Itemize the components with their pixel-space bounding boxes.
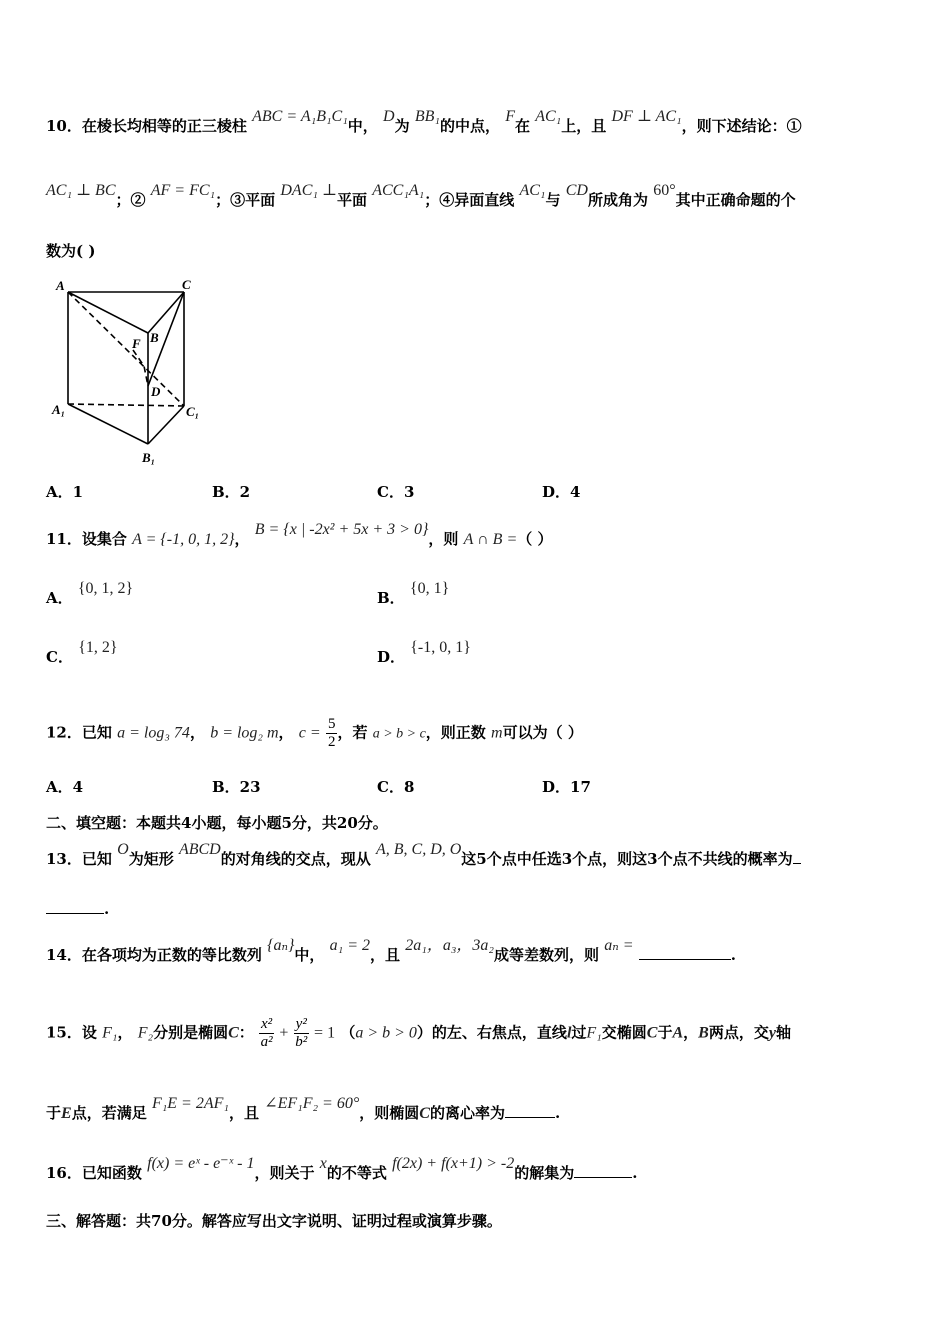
- q10-option-a[interactable]: A．1: [46, 483, 84, 501]
- edge-AB: [68, 292, 148, 333]
- q16-number: 16．: [46, 1164, 82, 1182]
- q15-line2: 于E点，若满足 F₁E = 2AF₁，且 ∠EF₁F₂ = 60°，则椭圆C的离心率为 .: [46, 1095, 561, 1122]
- label-C: C: [182, 278, 191, 292]
- q10-option-c[interactable]: C．3: [377, 483, 415, 501]
- q10-line2: AC₁ ⊥ BC；② AF = FC₁；③平面 DAC₁ ⊥平面 ACC₁A₁；④异面直线 AC₁与 CD所成角为 60°其中正确命题的个: [46, 182, 796, 209]
- q14-stem: 14．在各项均为正数的等比数列 {aₙ}中， a₁ = 2，且 2a₁，a₃，3a₂成等差数列，则 aₙ = .: [46, 937, 736, 964]
- section-2-heading: 二、填空题：本题共4小题，每小题5分，共20分。: [46, 814, 388, 832]
- label-D: D: [151, 384, 161, 399]
- q11-number: 11．: [46, 530, 82, 548]
- q15-line1: 15．设 F₁， F₂分别是椭圆C： $\frac{\text{x²}}{\text{a²}}$ + $\frac{\text{y²}}{\text{b²}}$ = 1 （a > b > 0）的左、右焦点，直线l过F₁交椭圆C于A，B两点，交y轴: [46, 1016, 791, 1050]
- q12-number: 12．: [46, 723, 82, 742]
- q13-stem: 13．已知 O为矩形 ABCD的对角线的交点，现从 A, B, C, D, O这5个点中任选3个点，则这3个点不共线的概率为: [46, 848, 801, 871]
- fraction-x2-a2: $\frac{\text{x²}}{\text{a²}}$: [260, 1016, 273, 1050]
- q12-option-c[interactable]: C．8: [377, 778, 415, 796]
- q16-stem: 16．已知函数 f(x) = eˣ - e⁻ˣ - 1，则关于 x的不等式 f(2x) + f(x+1) > -2的解集为 .: [46, 1155, 638, 1182]
- q12-option-a[interactable]: A．4: [46, 778, 84, 796]
- q13-number: 13．: [46, 850, 82, 868]
- prism-figure: [46, 278, 216, 468]
- fraction-y2-b2: $\frac{\text{y²}}{\text{b²}}$: [295, 1016, 308, 1050]
- label-B: B: [150, 330, 159, 345]
- q13-answer-blank-a[interactable]: [793, 849, 801, 864]
- label-F: F: [132, 336, 141, 351]
- diagonal-AC1-hidden: [68, 292, 184, 406]
- q15-number: 15．: [46, 1023, 82, 1042]
- q10-line3: 数为( ): [46, 242, 96, 260]
- segment-FD-hidden: [133, 350, 148, 386]
- edge-CB: [148, 292, 184, 333]
- q12-option-d[interactable]: D．17: [542, 778, 591, 796]
- q14-answer-blank[interactable]: [639, 945, 731, 960]
- edge-A1B1: [68, 404, 148, 444]
- q10-number: 10．: [46, 117, 82, 135]
- q12-option-b[interactable]: B．23: [212, 778, 261, 796]
- fraction-5-2: $\frac{5}{2}$: [327, 716, 336, 750]
- q10-option-d[interactable]: D．4: [542, 483, 581, 501]
- q11-option-c[interactable]: C． {1, 2}: [46, 639, 118, 666]
- q16-answer-blank[interactable]: [574, 1163, 632, 1178]
- label-A: A: [56, 278, 65, 293]
- section-3-heading: 三、解答题：共70分。解答应写出文字说明、证明过程或演算步骤。: [46, 1212, 502, 1230]
- label-A1: A₁: [52, 402, 66, 417]
- q10-option-b[interactable]: B．2: [212, 483, 251, 501]
- edge-C1B1: [148, 406, 184, 444]
- q14-number: 14．: [46, 946, 82, 964]
- label-B1: B₁: [142, 450, 156, 465]
- q11-option-b[interactable]: B． {0, 1}: [377, 580, 450, 607]
- q13-line2: .: [46, 898, 109, 920]
- label-C1: C₁: [186, 404, 200, 419]
- math-prism: ABC = A₁B₁C₁: [252, 108, 348, 125]
- edge-A1C1-hidden: [68, 404, 184, 406]
- q11-option-d[interactable]: D． {-1, 0, 1}: [377, 639, 471, 666]
- q12-stem: 12．已知 a = log₃ 74， b = log₂ m， c = $\frac{5}{2}$ ，若 a > b > c，则正数 m可以为（ ）: [46, 716, 583, 750]
- q11-stem: 11．设集合 A = {-1, 0, 1, 2}， B = {x | -2x² + 5x + 3 > 0}，则 A ∩ B =（ ）: [46, 521, 553, 548]
- q11-option-a[interactable]: A． {0, 1, 2}: [46, 580, 134, 607]
- q10-line1: 10．在棱长均相等的正三棱柱 ABC = A₁B₁C₁中， D为 BB₁的中点， F在 AC₁上，且 DF ⊥ AC₁，则下述结论：①: [46, 108, 802, 135]
- q15-answer-blank[interactable]: [505, 1103, 555, 1118]
- q13-answer-blank-b[interactable]: [46, 899, 104, 914]
